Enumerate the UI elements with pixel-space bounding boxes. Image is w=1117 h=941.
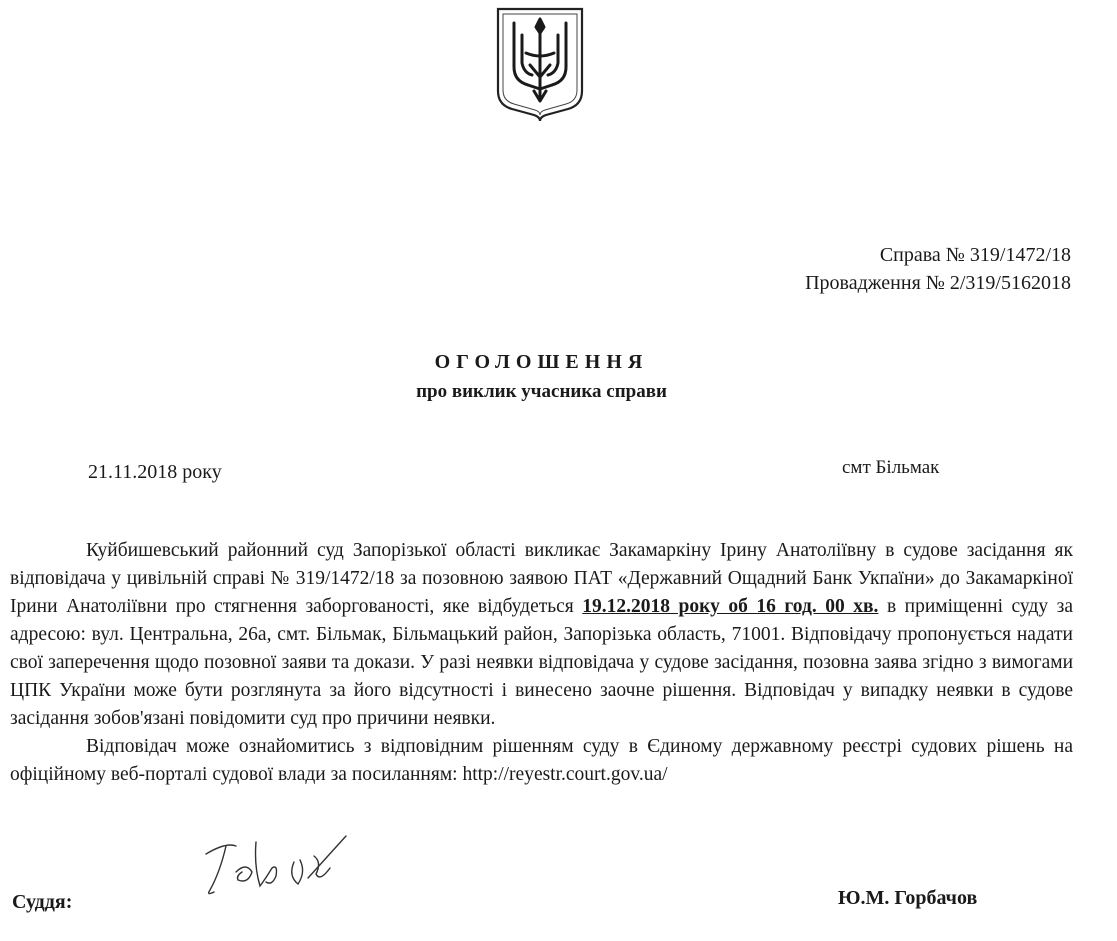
document-title: ОГОЛОШЕННЯ <box>434 351 649 373</box>
paragraph-summons <box>10 537 1073 733</box>
summons-text-start: Куйбишевський районний суд Запорізької області викликає Закамаркіну Ірину Анатоліївну в судове засідання як відповідача у цивільній справі № 319/1472/18 за позовною заявою ПАТ «Державний Ощадний Банк Укпаїни» до Закамаркіної Ірини Анатоліївни про стягнення заборгованості, яке відбудеться <box>10 540 1073 617</box>
judge-name: Ю.М. Горбачов <box>838 887 978 909</box>
announcement-body <box>10 537 1073 789</box>
document-date: 21.11.2018 року <box>88 461 222 483</box>
document-subtitle: про виклик учасника справи <box>416 381 667 402</box>
judge-label: Суддя: <box>12 891 73 913</box>
coat-of-arms-icon <box>494 5 586 123</box>
summons-text-end: в приміщенні суду за адресою: вул. Центральна, 26а, смт. Більмак, Більмацький район, Запорізька область, 71001. Відповідачу пропонується надати свої заперечення щодо позовної заяви та докази. У разі неявки відповідача у судове засідання, позовна заява згідно з вимогами ЦПК України може бути розглянута за його відсутності і винесено заочне рішення. Відповідач у випадку неявки в судове засідання зобов'язані повідомити суд про причини неявки. <box>10 596 1073 729</box>
paragraph-registry: Відповідач може ознайомитись з відповідним рішенням суду в Єдиному державному реєстрі судових рішень на офіційному веб-порталі судової влади за посиланням: http://reyestr.court.gov.ua/ <box>10 736 1073 785</box>
case-info <box>805 241 1071 297</box>
case-number: Справа № 319/1472/18 <box>879 244 1071 266</box>
document-place: смт Більмак <box>842 457 940 478</box>
signature <box>196 832 356 902</box>
hearing-datetime: 19.12.2018 року об 16 год. 00 хв. <box>582 596 879 617</box>
proceeding-number: Провадження № 2/319/5162018 <box>805 272 1071 294</box>
